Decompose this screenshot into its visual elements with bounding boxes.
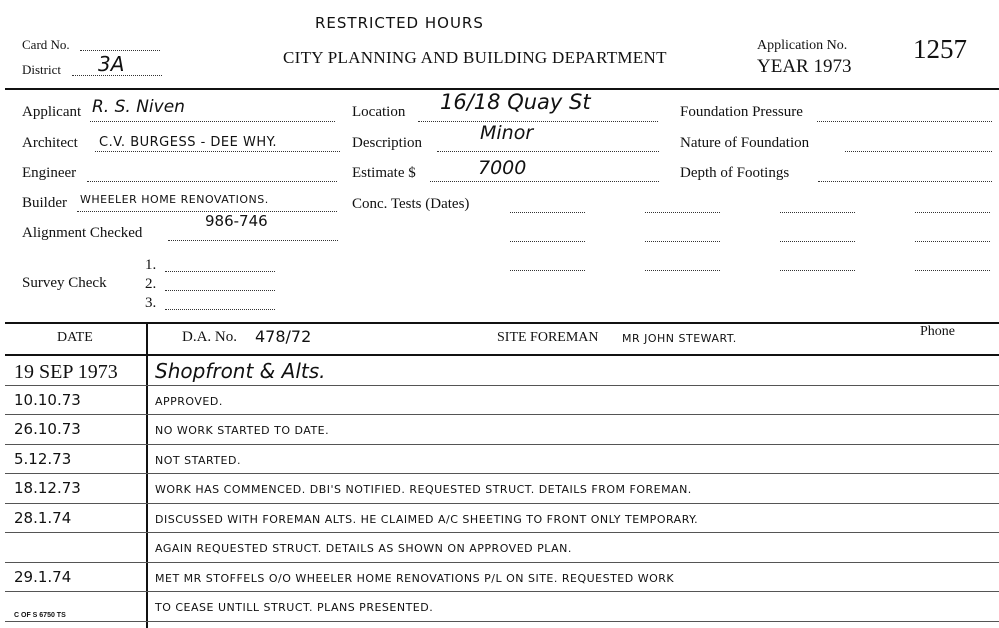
alignment-line bbox=[168, 240, 338, 241]
log-row-rule bbox=[5, 591, 999, 592]
site-foreman-label: SITE FOREMAN bbox=[497, 330, 599, 345]
survey-item-1: 1. bbox=[145, 257, 157, 273]
conc-line-3d bbox=[915, 270, 990, 271]
estimate-line bbox=[430, 181, 659, 182]
location-value: 16/18 Quay St bbox=[440, 90, 591, 114]
log-row-text: NOT STARTED. bbox=[155, 453, 241, 467]
log-row-text: Shopfront & Alts. bbox=[155, 359, 326, 383]
phone-label: Phone bbox=[920, 324, 955, 339]
engineer-label: Engineer bbox=[22, 165, 77, 181]
builder-label: Builder bbox=[22, 195, 67, 211]
conc-line-2d bbox=[915, 241, 990, 242]
conc-line-2c bbox=[780, 241, 855, 242]
survey-check-label: Survey Check bbox=[22, 275, 107, 291]
conc-line-2a bbox=[510, 241, 585, 242]
depth-footings-label: Depth of Footings bbox=[680, 165, 790, 181]
log-row-rule bbox=[5, 562, 999, 563]
nature-foundation-label: Nature of Foundation bbox=[680, 135, 810, 151]
log-top-divider bbox=[5, 322, 999, 324]
applicant-line bbox=[90, 121, 335, 122]
survey-line-2 bbox=[165, 290, 275, 291]
application-no-label: Application No. bbox=[757, 38, 848, 53]
architect-label: Architect bbox=[22, 135, 78, 151]
log-row-date: 26.10.73 bbox=[14, 420, 81, 438]
applicant-value: R. S. Niven bbox=[92, 97, 185, 117]
location-line bbox=[418, 121, 658, 122]
log-row-rule bbox=[5, 414, 999, 415]
survey-line-3 bbox=[165, 309, 275, 310]
application-number: 1257 bbox=[913, 34, 967, 64]
log-row-date: 10.10.73 bbox=[14, 390, 81, 409]
conc-line-1b bbox=[645, 212, 720, 213]
conc-line-3b bbox=[645, 270, 720, 271]
architect-line bbox=[95, 151, 340, 152]
log-row-text: APPROVED. bbox=[155, 394, 223, 408]
log-row-text: TO CEASE UNTILL STRUCT. PLANS PRESENTED. bbox=[155, 601, 434, 614]
alignment-label: Alignment Checked bbox=[22, 225, 143, 241]
description-line bbox=[437, 151, 659, 152]
log-row-rule bbox=[5, 385, 999, 386]
date-column-divider bbox=[146, 322, 148, 628]
conc-line-1c bbox=[780, 212, 855, 213]
site-foreman-value: MR JOHN STEWART. bbox=[622, 332, 737, 345]
foundation-pressure-label: Foundation Pressure bbox=[680, 104, 803, 120]
architect-value: C.V. BURGESS - DEE WHY. bbox=[99, 135, 278, 150]
da-no-value: 478/72 bbox=[255, 327, 312, 346]
log-row-rule bbox=[5, 503, 999, 504]
log-row-text: NO WORK STARTED TO DATE. bbox=[155, 424, 330, 437]
restricted-hours-note: RESTRICTED HOURS bbox=[315, 14, 484, 32]
form-code: C OF S 6750 TS bbox=[14, 612, 66, 619]
conc-line-3a bbox=[510, 270, 585, 271]
district-value: 3A bbox=[98, 52, 125, 76]
applicant-label: Applicant bbox=[22, 104, 82, 120]
card-no-label: Card No. bbox=[22, 37, 70, 52]
department-title: CITY PLANNING AND BUILDING DEPARTMENT bbox=[283, 48, 667, 67]
depth-footings-line bbox=[818, 181, 992, 182]
log-row-rule bbox=[5, 621, 999, 622]
da-no-label: D.A. No. bbox=[182, 329, 237, 345]
conc-line-1d bbox=[915, 212, 990, 213]
conc-line-2b bbox=[645, 241, 720, 242]
date-column-header: DATE bbox=[57, 330, 93, 345]
log-row-text: WORK HAS COMMENCED. DBI'S NOTIFIED. REQUESTED STRUCT. DETAILS FROM FOREMAN. bbox=[155, 483, 692, 496]
engineer-line bbox=[87, 181, 337, 182]
log-row-text: AGAIN REQUESTED STRUCT. DETAILS AS SHOWN ON APPROVED PLAN. bbox=[155, 542, 572, 555]
foundation-pressure-line bbox=[817, 121, 992, 122]
card-no-line bbox=[80, 50, 160, 51]
conc-line-3c bbox=[780, 270, 855, 271]
survey-item-2: 2. bbox=[145, 276, 157, 292]
district-label: District bbox=[22, 62, 61, 77]
conc-tests-label: Conc. Tests (Dates) bbox=[352, 196, 470, 212]
location-label: Location bbox=[352, 104, 406, 120]
log-row-date: 18.12.73 bbox=[14, 479, 81, 497]
description-label: Description bbox=[352, 135, 422, 151]
log-row-date: 19 SEP 1973 bbox=[14, 361, 118, 383]
log-row-date: 5.12.73 bbox=[14, 449, 72, 468]
builder-value: WHEELER HOME RENOVATIONS. bbox=[80, 193, 269, 206]
log-row-rule bbox=[5, 444, 999, 445]
log-row-rule bbox=[5, 532, 999, 533]
log-row-text: MET MR STOFFELS O/O WHEELER HOME RENOVATIONS P/L ON SITE. REQUESTED WORK bbox=[155, 571, 675, 585]
nature-foundation-line bbox=[845, 151, 992, 152]
estimate-label: Estimate $ bbox=[352, 165, 416, 181]
log-row-date: 29.1.74 bbox=[14, 567, 72, 586]
log-row-rule bbox=[5, 473, 999, 474]
log-row-text: DISCUSSED WITH FOREMAN ALTS. HE CLAIMED A/C SHEETING TO FRONT ONLY TEMPORARY. bbox=[155, 512, 699, 526]
description-value: Minor bbox=[480, 122, 534, 144]
builder-phone: 986-746 bbox=[205, 212, 268, 230]
log-row-date: 28.1.74 bbox=[14, 508, 72, 527]
survey-line-1 bbox=[165, 271, 275, 272]
survey-item-3: 3. bbox=[145, 295, 157, 311]
estimate-value: 7000 bbox=[478, 157, 527, 179]
year-label: YEAR 1973 bbox=[757, 56, 852, 77]
conc-line-1a bbox=[510, 212, 585, 213]
log-header-divider bbox=[5, 354, 999, 356]
